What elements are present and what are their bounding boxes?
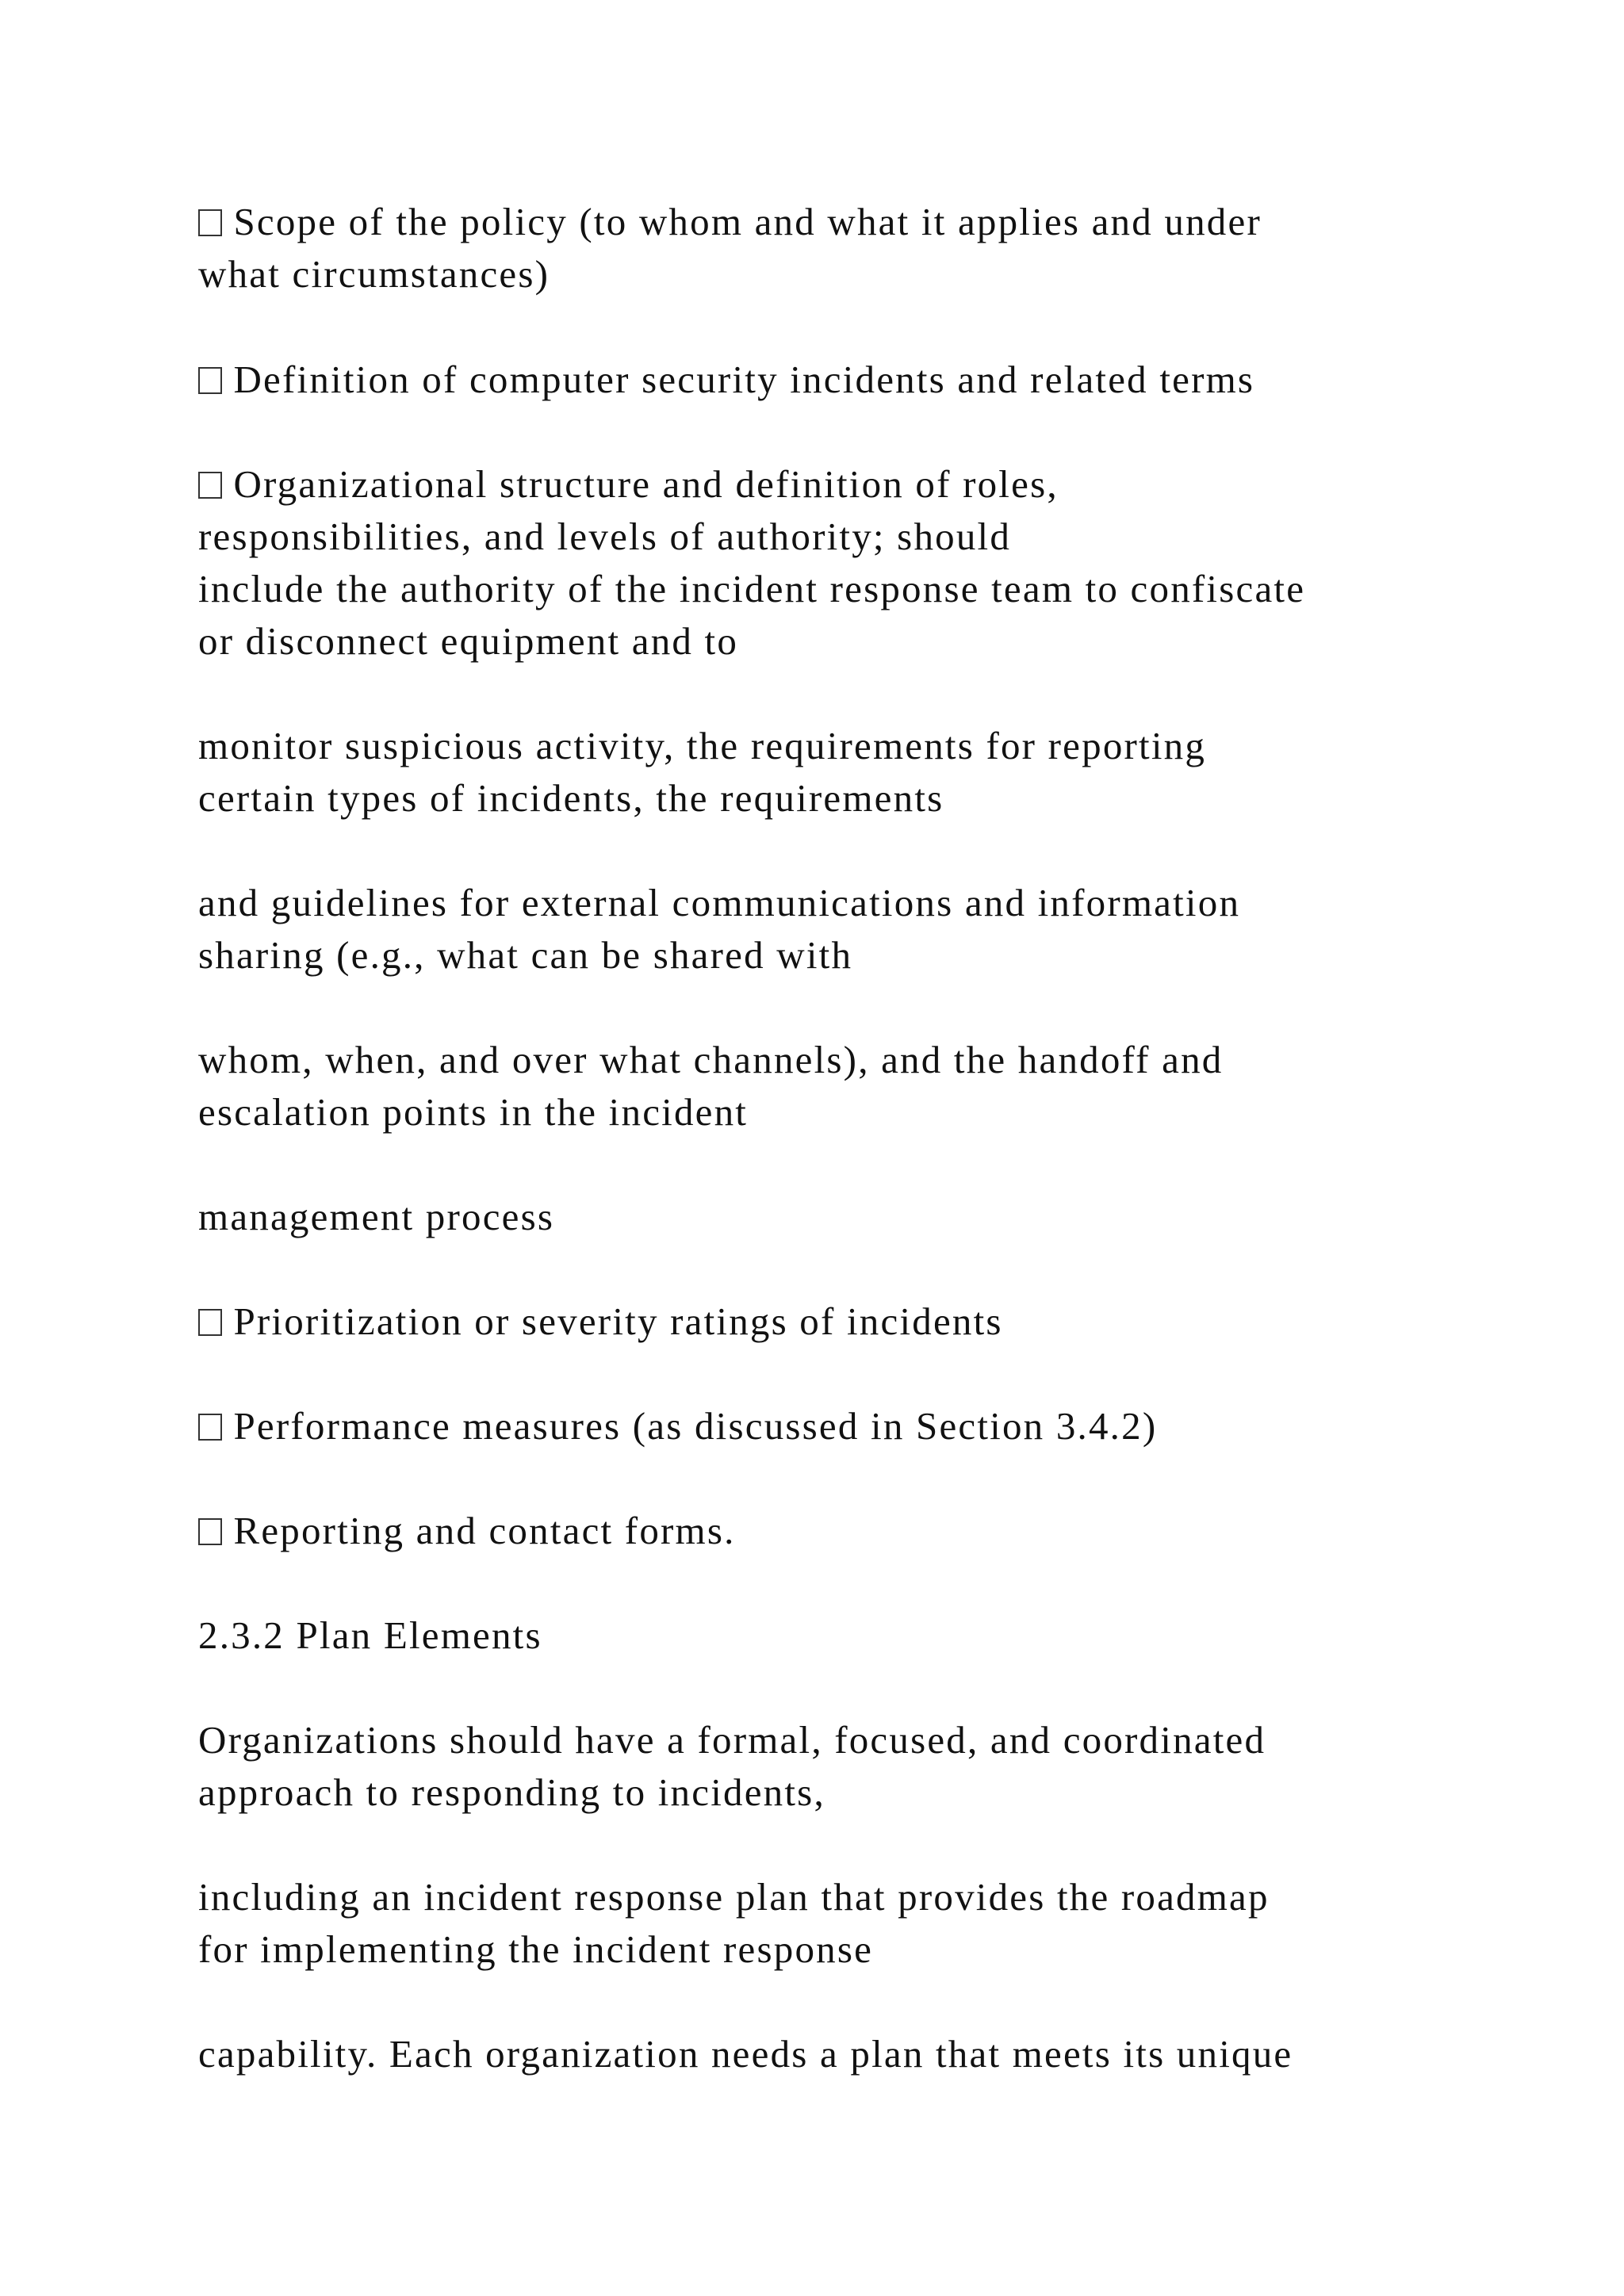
paragraph-whom-line-1: whom, when, and over what channels), and the handoff and [198, 1038, 1224, 1081]
paragraph-guidelines-line-2: sharing (e.g., what can be shared with [198, 933, 853, 977]
paragraph-including-line-1: including an incident response plan that provides the roadmap [198, 1875, 1270, 1919]
bullet-performance-line: Performance measures (as discussed in Section 3.4.2) [198, 1400, 1157, 1452]
paragraph-whom-line-2: escalation points in the incident [198, 1090, 749, 1134]
section-heading: 2.3.2 Plan Elements [198, 1613, 542, 1657]
missing-glyph-bullet-icon [198, 472, 222, 499]
bullet-organizational-line-3: include the authority of the incident response team to confiscate [198, 567, 1306, 610]
paragraph-guidelines-line-1: and guidelines for external communications and information [198, 881, 1241, 924]
bullet-organizational-line-4: or disconnect equipment and to [198, 619, 739, 663]
missing-glyph-bullet-icon [198, 1309, 222, 1336]
bullet-definition-line: Definition of computer security incidents and related terms [198, 354, 1254, 406]
bullet-reporting-line: Reporting and contact forms. [198, 1505, 736, 1557]
paragraph-monitor-line-2: certain types of incidents, the requirements [198, 776, 944, 820]
paragraph-organizations-line-2: approach to responding to incidents, [198, 1770, 825, 1814]
paragraph-including-line-2: for implementing the incident response [198, 1927, 874, 1971]
paragraph-organizations-line-1: Organizations should have a formal, focused, and coordinated [198, 1718, 1266, 1762]
paragraph-management-line: management process [198, 1195, 555, 1238]
paragraph-capability-line: capability. Each organization needs a plan that meets its unique [198, 2032, 1293, 2076]
missing-glyph-bullet-icon [198, 1518, 222, 1545]
bullet-prioritization-line: Prioritization or severity ratings of incidents [198, 1295, 1003, 1348]
bullet-organizational-line-1: Organizational structure and definition of roles, [198, 458, 1059, 511]
bullet-organizational-line-2: responsibilities, and levels of authority; should [198, 515, 1012, 558]
missing-glyph-bullet-icon [198, 209, 222, 236]
missing-glyph-bullet-icon [198, 1414, 222, 1441]
missing-glyph-bullet-icon [198, 367, 222, 394]
bullet-scope-line-2: what circumstances) [198, 252, 550, 296]
bullet-scope-line-1: Scope of the policy (to whom and what it applies and under [198, 196, 1262, 248]
paragraph-monitor-line-1: monitor suspicious activity, the requirements for reporting [198, 724, 1207, 767]
